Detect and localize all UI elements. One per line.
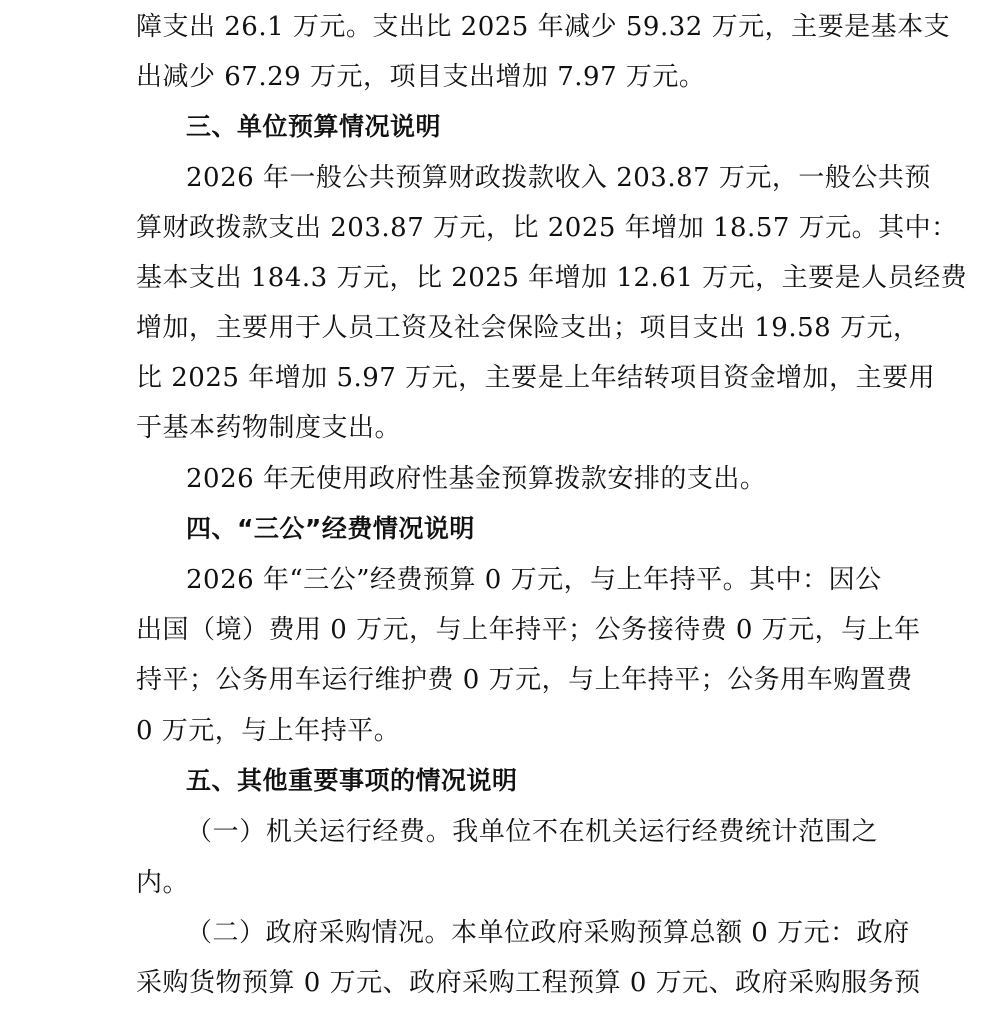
paragraph-line: 采购货物预算 0 万元、政府采购工程预算 0 万元、政府采购服务预	[136, 968, 921, 998]
paragraph-line: 持平；公务用车运行维护费 0 万元，与上年持平；公务用车购置费	[136, 665, 913, 695]
paragraph-line: 出国（境）费用 0 万元，与上年持平；公务接待费 0 万元，与上年	[136, 615, 921, 645]
paragraph-line: 算财政拨款支出 203.87 万元，比 2025 年增加 18.57 万元。其中：	[136, 213, 958, 243]
paragraph-line: 比 2025 年增加 5.97 万元，主要是上年结转项目资金增加，主要用	[136, 363, 936, 393]
section-heading-3: 三、单位预算情况说明	[186, 112, 442, 141]
paragraph-line: 障支出 26.1 万元。支出比 2025 年减少 59.32 万元，主要是基本支	[136, 12, 951, 42]
paragraph-line: 2026 年无使用政府性基金预算拨款安排的支出。	[186, 464, 767, 494]
paragraph-line: （一）机关运行经费。我单位不在机关运行经费统计范围之	[186, 817, 878, 847]
paragraph-line: 内。	[136, 868, 190, 898]
paragraph-line: （二）政府采购情况。本单位政府采购预算总额 0 万元：政府	[186, 918, 910, 948]
paragraph-line: 增加，主要用于人员工资及社会保险支出；项目支出 19.58 万元，	[136, 313, 920, 343]
section-heading-5: 五、其他重要事项的情况说明	[186, 766, 518, 795]
paragraph-line: 2026 年一般公共预算财政拨款收入 203.87 万元，一般公共预	[186, 163, 931, 193]
paragraph-line: 基本支出 184.3 万元，比 2025 年增加 12.61 万元，主要是人员经费	[136, 263, 968, 293]
paragraph-line: 于基本药物制度支出。	[136, 413, 402, 443]
paragraph-line: 2026 年“三公”经费预算 0 万元，与上年持平。其中：因公	[186, 565, 882, 595]
paragraph-line: 出减少 67.29 万元，项目支出增加 7.97 万元。	[136, 62, 706, 92]
section-heading-4: 四、“三公”经费情况说明	[186, 514, 475, 543]
paragraph-line: 0 万元，与上年持平。	[136, 716, 401, 746]
